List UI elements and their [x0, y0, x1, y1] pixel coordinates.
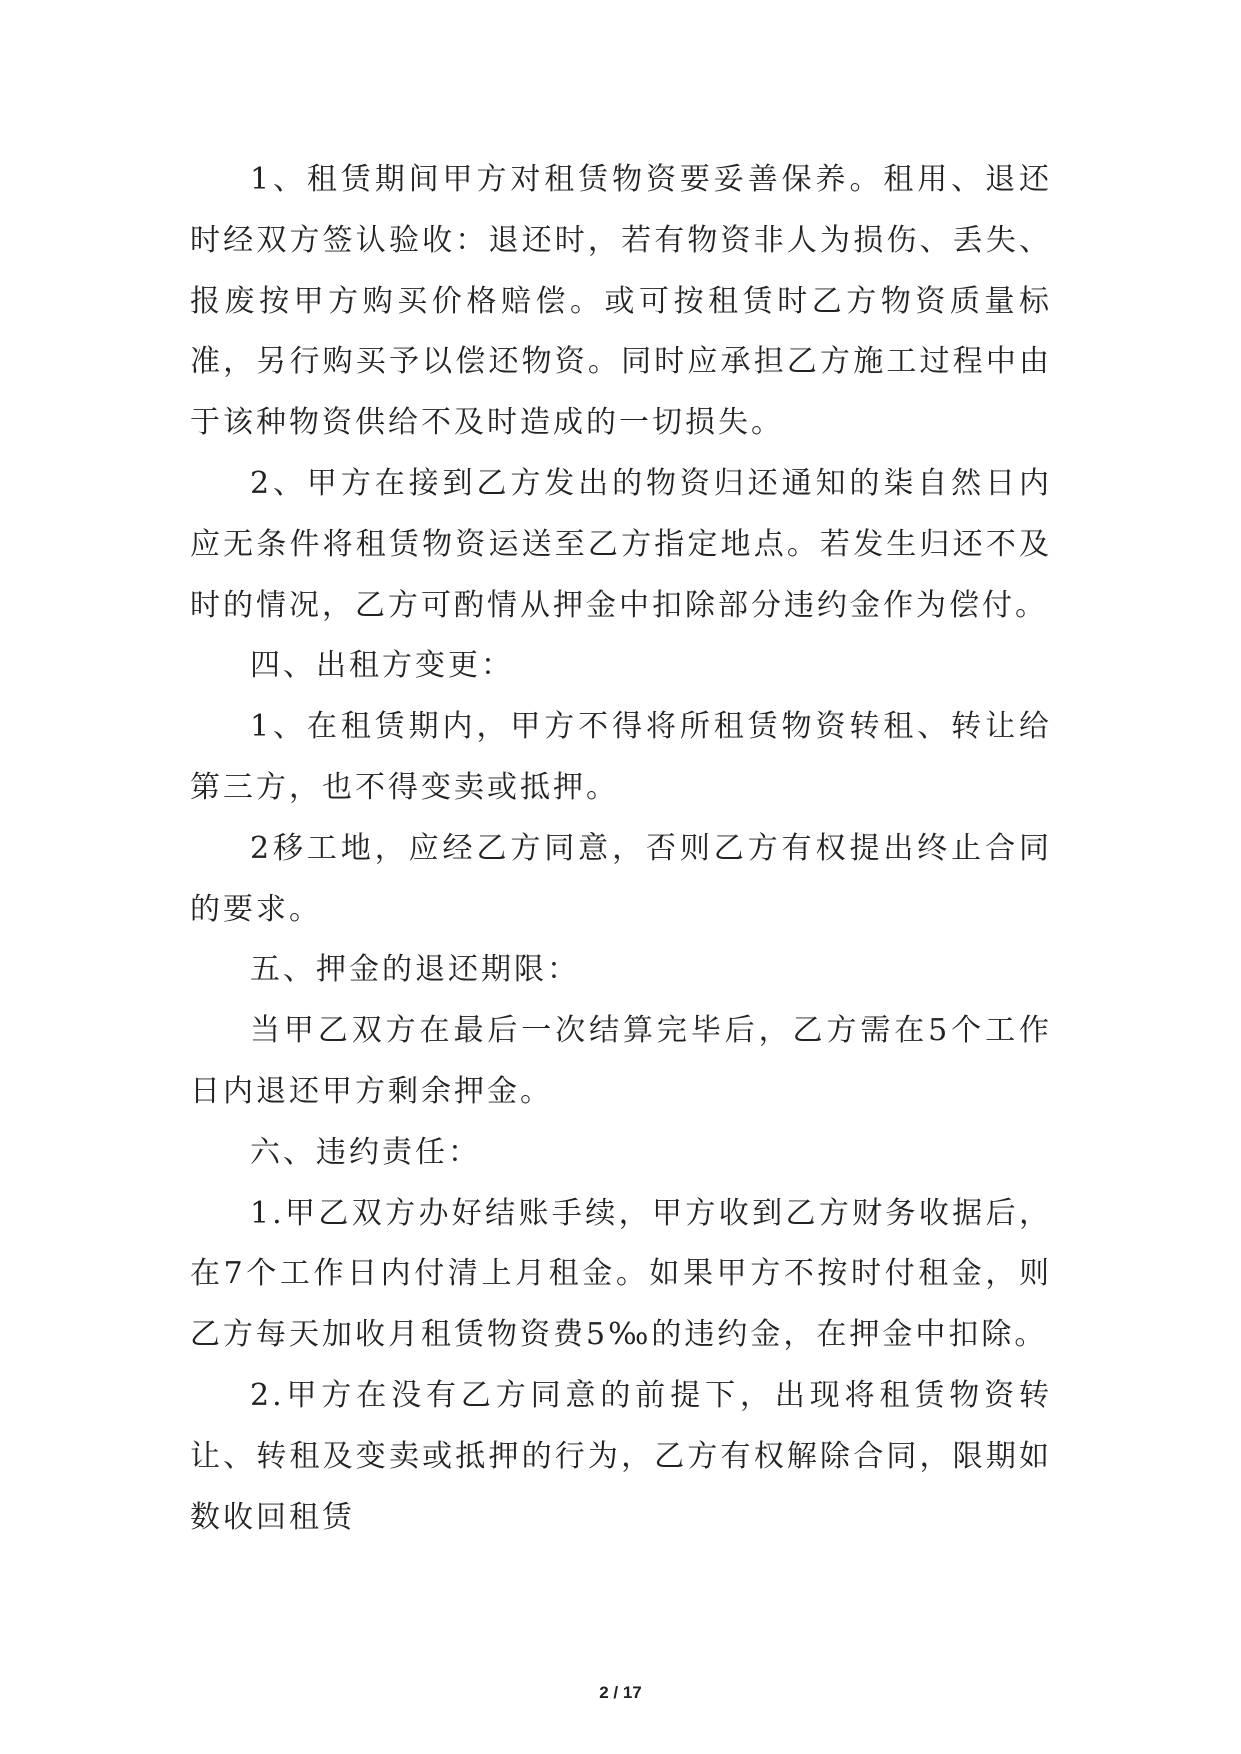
paragraph-1: 1、租赁期间甲方对租赁物资要妥善保养。租用、退还时经双方签认验收：退还时，若有物资非人为损伤、丢失、报废按甲方购买价格赔偿。或可按租赁时乙方物资质量标准，另行购买予以偿还物资。同时应承担乙方施工过程中由于该种物资供给不及时造成的一切损失。: [190, 162, 1052, 441]
paragraph-2: 2、甲方在接到乙方发出的物资归还通知的柒自然日内应无条件将租赁物资运送至乙方指定地点。若发生归还不及时的情况，乙方可酌情从押金中扣除部分违约金作为偿付。: [190, 465, 1052, 623]
section-heading-5: 五、押金的退还期限：: [250, 952, 580, 988]
paragraph-7: 2.甲方在没有乙方同意的前提下，出现将租赁物资转让、转租及变卖或抵押的行为，乙方有权解除合同，限期如数收回租赁: [190, 1377, 1052, 1535]
paragraph-3: 1、在租赁期内，甲方不得将所租赁物资转租、转让给第三方，也不得变卖或抵押。: [190, 709, 1052, 805]
paragraph-6: 1.甲乙双方办好结账手续，甲方收到乙方财务收据后，在7个工作日内付清上月租金。如果甲方不按时付租金，则乙方每天加收月租赁物资费5‰的违约金，在押金中扣除。: [190, 1195, 1052, 1353]
paragraph-5: 当甲乙双方在最后一次结算完毕后，乙方需在5个工作日内退还甲方剩余押金。: [190, 1013, 1052, 1109]
section-heading-4: 四、出租方变更：: [250, 648, 514, 684]
page-number: 2 / 17: [599, 1683, 642, 1702]
paragraph-4: 2移工地，应经乙方同意，否则乙方有权提出终止合同的要求。: [190, 830, 1052, 927]
document-body: [190, 150, 1052, 1548]
section-heading-6: 六、违约责任：: [250, 1134, 481, 1170]
